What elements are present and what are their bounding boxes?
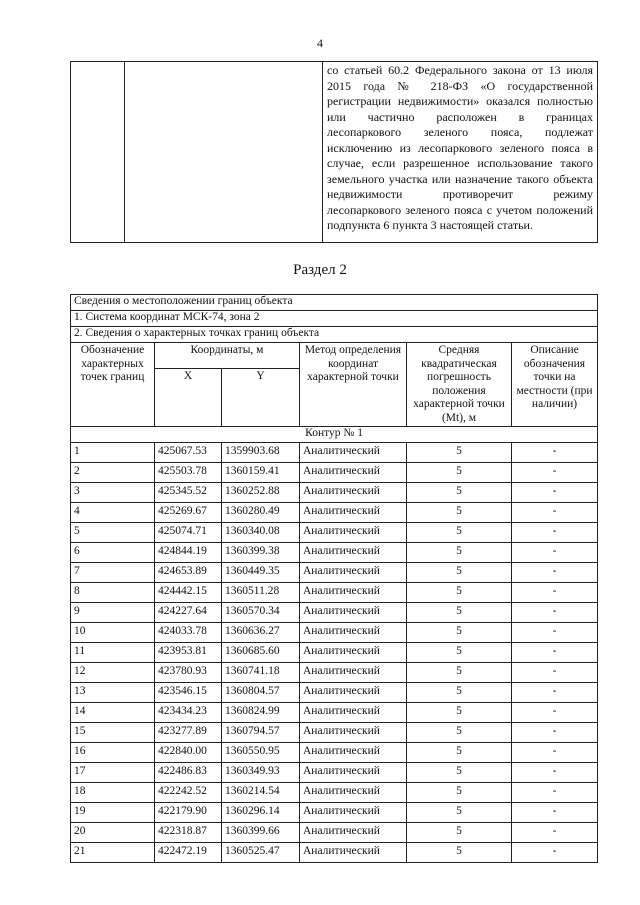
cell-coord-x: 424033.78 [155, 623, 222, 643]
cell-error: 5 [407, 723, 512, 743]
cell-error: 5 [407, 483, 512, 503]
cell-point-number: 11 [71, 643, 155, 663]
header-x: X [155, 369, 222, 427]
cell-method: Аналитический [300, 543, 407, 563]
cell-description: - [512, 503, 598, 523]
cell-coord-x: 424227.64 [155, 603, 222, 623]
table-row [71, 643, 598, 663]
cell-coord-y: 1360349.93 [222, 763, 300, 783]
continuation-empty-cell-1 [71, 62, 125, 243]
cell-coord-x: 422179.90 [155, 803, 222, 823]
table-row [71, 443, 598, 463]
table-row [71, 763, 598, 783]
header-designation: Обозначение характерных точек границ [71, 343, 155, 427]
cell-coord-y: 1360550.95 [222, 743, 300, 763]
cell-description: - [512, 683, 598, 703]
cell-coord-x: 424442.15 [155, 583, 222, 603]
cell-point-number: 15 [71, 723, 155, 743]
cell-error: 5 [407, 643, 512, 663]
cell-point-number: 3 [71, 483, 155, 503]
page-number: 4 [317, 36, 323, 50]
cell-description: - [512, 843, 598, 863]
cell-coord-y: 1360741.18 [222, 663, 300, 683]
cell-coord-y: 1360511.28 [222, 583, 300, 603]
cell-coord-y: 1360280.49 [222, 503, 300, 523]
cell-error: 5 [407, 623, 512, 643]
cell-description: - [512, 703, 598, 723]
header-coordinates: Координаты, м [155, 343, 300, 369]
cell-description: - [512, 663, 598, 683]
cell-description: - [512, 763, 598, 783]
cell-coord-x: 423546.15 [155, 683, 222, 703]
continuation-text-cell [323, 62, 598, 243]
cell-method: Аналитический [300, 743, 407, 763]
cell-error: 5 [407, 563, 512, 583]
cell-description: - [512, 603, 598, 623]
cell-point-number: 9 [71, 603, 155, 623]
cell-coord-y: 1360685.60 [222, 643, 300, 663]
cell-error: 5 [407, 463, 512, 483]
table-row [71, 503, 598, 523]
cell-coord-y: 1360636.27 [222, 623, 300, 643]
cell-coord-y: 1360252.88 [222, 483, 300, 503]
table-row [71, 743, 598, 763]
cell-point-number: 4 [71, 503, 155, 523]
table-row [71, 723, 598, 743]
cell-method: Аналитический [300, 603, 407, 623]
cell-coord-y: 1360525.47 [222, 843, 300, 863]
cell-coord-x: 423434.23 [155, 703, 222, 723]
cell-coord-x: 422486.83 [155, 763, 222, 783]
cell-method: Аналитический [300, 823, 407, 843]
cell-coord-y: 1360159.41 [222, 463, 300, 483]
table-title: Сведения о местоположении границ объекта [71, 295, 598, 311]
cell-coord-y: 1360570.34 [222, 603, 300, 623]
cell-coord-y: 1360296.14 [222, 803, 300, 823]
table-row [71, 523, 598, 543]
cell-method: Аналитический [300, 763, 407, 783]
cell-method: Аналитический [300, 723, 407, 743]
table-row [71, 603, 598, 623]
cell-point-number: 13 [71, 683, 155, 703]
cell-description: - [512, 723, 598, 743]
cell-description: - [512, 583, 598, 603]
cell-description: - [512, 823, 598, 843]
cell-description: - [512, 463, 598, 483]
cell-coord-x: 424844.19 [155, 543, 222, 563]
table-row [71, 823, 598, 843]
continuation-table [70, 61, 598, 243]
cell-point-number: 7 [71, 563, 155, 583]
cell-coord-x: 422318.87 [155, 823, 222, 843]
table-row [71, 483, 598, 503]
cell-method: Аналитический [300, 663, 407, 683]
cell-error: 5 [407, 783, 512, 803]
cell-description: - [512, 803, 598, 823]
cell-error: 5 [407, 703, 512, 723]
table-row [71, 623, 598, 643]
section-title: Раздел 2 [293, 262, 347, 278]
cell-method: Аналитический [300, 503, 407, 523]
cell-coord-x: 422472.19 [155, 843, 222, 863]
cell-error: 5 [407, 543, 512, 563]
cell-description: - [512, 543, 598, 563]
cell-error: 5 [407, 443, 512, 463]
cell-description: - [512, 443, 598, 463]
continuation-text: со статьей 60.2 Федерального закона от 13 июля 2015 года № 218-ФЗ «О государственной регистрации недвижимости» оказался полностью или частично расположен в границах лесопаркового зеленого пояса, подлежат исключению из лесопаркового зеленого пояса в случае, если разрешенное использование такого земельного участка или назначение такого объекта недвижимости противоречит режиму лесопаркового зеленого пояса с учетом положений подпункта 6 пункта 3 настоящей статьи. [327, 63, 593, 232]
cell-error: 5 [407, 823, 512, 843]
cell-error: 5 [407, 603, 512, 623]
cell-coord-x: 423277.89 [155, 723, 222, 743]
cell-point-number: 6 [71, 543, 155, 563]
cell-error: 5 [407, 743, 512, 763]
cell-error: 5 [407, 843, 512, 863]
cell-method: Аналитический [300, 523, 407, 543]
cell-coord-y: 1360214.54 [222, 783, 300, 803]
cell-method: Аналитический [300, 783, 407, 803]
cell-description: - [512, 623, 598, 643]
cell-error: 5 [407, 763, 512, 783]
cell-method: Аналитический [300, 583, 407, 603]
cell-method: Аналитический [300, 843, 407, 863]
cell-method: Аналитический [300, 443, 407, 463]
cell-method: Аналитический [300, 483, 407, 503]
cell-error: 5 [407, 583, 512, 603]
cell-method: Аналитический [300, 683, 407, 703]
table-row [71, 663, 598, 683]
cell-coord-x: 422242.52 [155, 783, 222, 803]
cell-method: Аналитический [300, 623, 407, 643]
cell-point-number: 18 [71, 783, 155, 803]
cell-method: Аналитический [300, 643, 407, 663]
cell-coord-x: 425269.67 [155, 503, 222, 523]
table-row [71, 783, 598, 803]
cell-method: Аналитический [300, 703, 407, 723]
cell-point-number: 21 [71, 843, 155, 863]
cell-coord-x: 425067.53 [155, 443, 222, 463]
cell-point-number: 2 [71, 463, 155, 483]
contour-label: Контур № 1 [71, 427, 598, 443]
cell-error: 5 [407, 503, 512, 523]
cell-error: 5 [407, 523, 512, 543]
header-error: Средняя квадратическая погрешность положения характерной точки (Mt), м [407, 343, 512, 427]
cell-point-number: 5 [71, 523, 155, 543]
cell-point-number: 10 [71, 623, 155, 643]
cell-coord-x: 425503.78 [155, 463, 222, 483]
table-row [71, 843, 598, 863]
cell-error: 5 [407, 663, 512, 683]
cell-coord-x: 423953.81 [155, 643, 222, 663]
cell-coord-x: 425345.52 [155, 483, 222, 503]
cell-description: - [512, 483, 598, 503]
cell-coord-y: 1360399.66 [222, 823, 300, 843]
boundary-points-table [70, 294, 598, 863]
cell-description: - [512, 743, 598, 763]
cell-method: Аналитический [300, 803, 407, 823]
cell-point-number: 14 [71, 703, 155, 723]
table-row [71, 583, 598, 603]
cell-coord-y: 1360824.99 [222, 703, 300, 723]
table-row [71, 563, 598, 583]
cell-point-number: 20 [71, 823, 155, 843]
cell-description: - [512, 783, 598, 803]
coord-system: 1. Система координат МСК-74, зона 2 [71, 311, 598, 327]
cell-description: - [512, 563, 598, 583]
cell-description: - [512, 643, 598, 663]
table-row [71, 683, 598, 703]
cell-point-number: 12 [71, 663, 155, 683]
table-row [71, 703, 598, 723]
header-description: Описание обозначения точки на местности (при наличии) [512, 343, 598, 427]
table-row [71, 543, 598, 563]
cell-error: 5 [407, 683, 512, 703]
cell-coord-y: 1359903.68 [222, 443, 300, 463]
cell-coord-x: 422840.00 [155, 743, 222, 763]
cell-coord-y: 1360340.08 [222, 523, 300, 543]
cell-coord-y: 1360794.57 [222, 723, 300, 743]
cell-method: Аналитический [300, 463, 407, 483]
table-row [71, 463, 598, 483]
header-y: Y [222, 369, 300, 427]
cell-description: - [512, 523, 598, 543]
cell-coord-x: 423780.93 [155, 663, 222, 683]
cell-coord-y: 1360399.38 [222, 543, 300, 563]
header-method: Метод определения координат характерной точки [300, 343, 407, 427]
cell-point-number: 1 [71, 443, 155, 463]
table-row [71, 803, 598, 823]
points-title: 2. Сведения о характерных точках границ объекта [71, 327, 598, 343]
cell-error: 5 [407, 803, 512, 823]
cell-coord-y: 1360449.35 [222, 563, 300, 583]
continuation-empty-cell-2 [125, 62, 323, 243]
cell-point-number: 16 [71, 743, 155, 763]
cell-coord-y: 1360804.57 [222, 683, 300, 703]
cell-coord-x: 424653.89 [155, 563, 222, 583]
cell-point-number: 8 [71, 583, 155, 603]
cell-point-number: 17 [71, 763, 155, 783]
cell-point-number: 19 [71, 803, 155, 823]
cell-coord-x: 425074.71 [155, 523, 222, 543]
cell-method: Аналитический [300, 563, 407, 583]
